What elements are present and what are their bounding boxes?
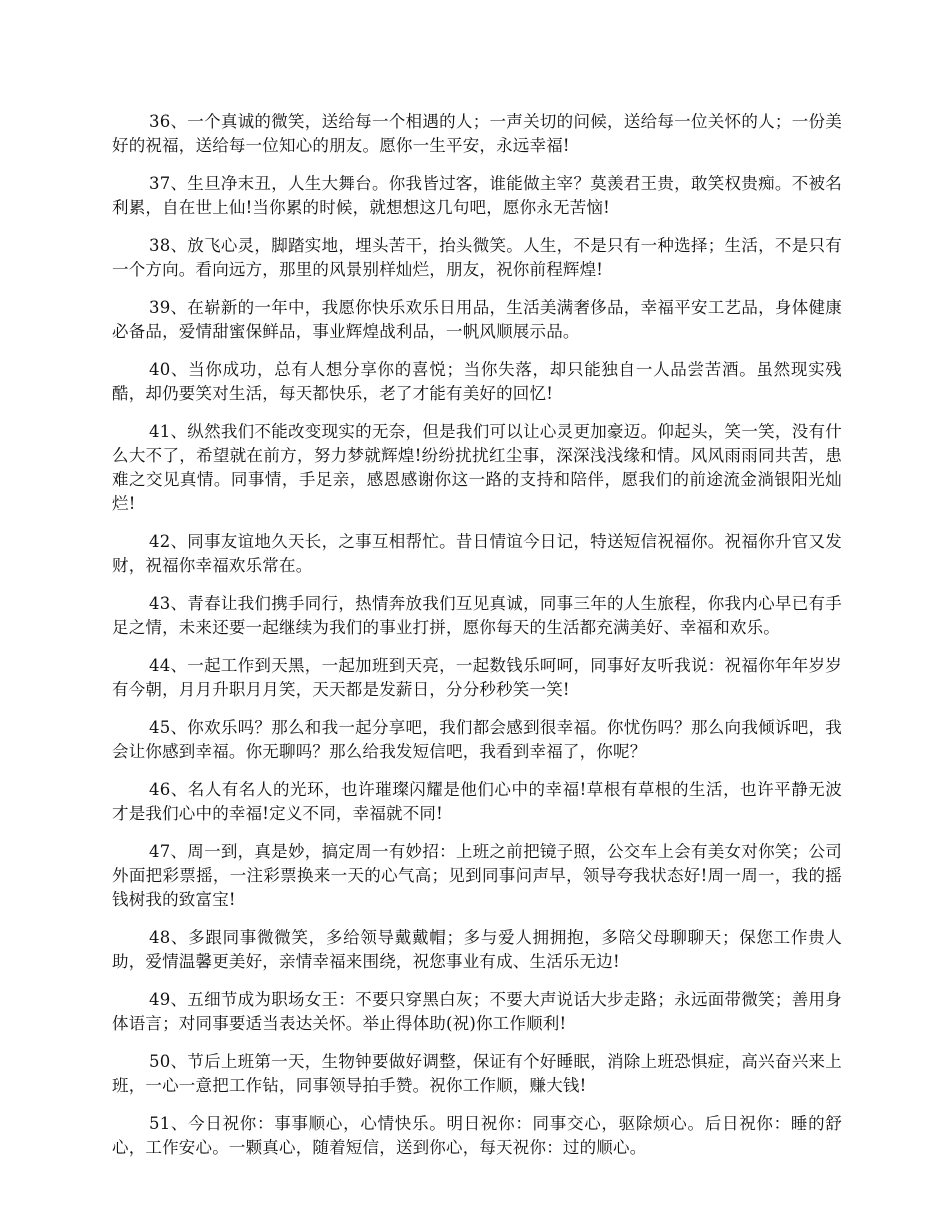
paragraph-39: 39、在崭新的一年中，我愿你快乐欢乐日用品，生活美满奢侈品，幸福平安工艺品，身体健康必备品，爱情甜蜜保鲜品，事业辉煌战利品，一帆风顺展示品。 xyxy=(112,298,842,341)
paragraph-50: 50、节后上班第一天，生物钟要做好调整，保证有个好睡眠，消除上班恐惧症，高兴奋兴来上班，一心一意把工作钻，同事领导拍手赞。祝你工作顺，赚大钱! xyxy=(112,1052,842,1095)
paragraph-46: 46、名人有名人的光环，也许璀璨闪耀是他们心中的幸福!草根有草根的生活，也许平静无波才是我们心中的幸福!定义不同，幸福就不同! xyxy=(112,780,842,823)
paragraph-47: 47、周一到，真是妙，搞定周一有妙招：上班之前把镜子照，公交车上会有美女对你笑；公司外面把彩票摇，一注彩票换来一天的心气高；见到同事问声早，领导夸我状态好!周一周一，我的摇钱树我的致富宝! xyxy=(112,842,842,909)
paragraph-45: 45、你欢乐吗？那么和我一起分享吧，我们都会感到很幸福。你忧伤吗？那么向我倾诉吧，我会让你感到幸福。你无聊吗？那么给我发短信吧，我看到幸福了，你呢？ xyxy=(112,718,842,761)
paragraph-51: 51、今日祝你：事事顺心，心情快乐。明日祝你：同事交心，驱除烦心。后日祝你：睡的舒心，工作安心。一颗真心，随着短信，送到你心，每天祝你：过的顺心。 xyxy=(112,1114,842,1157)
paragraph-36: 36、一个真诚的微笑，送给每一个相遇的人；一声关切的问候，送给每一位关怀的人；一份美好的祝福，送给每一位知心的朋友。愿你一生平安，永远幸福! xyxy=(112,112,842,155)
paragraph-38: 38、放飞心灵，脚踏实地，埋头苦干，抬头微笑。人生，不是只有一种选择；生活，不是只有一个方向。看向远方，那里的风景别样灿烂，朋友，祝你前程辉煌! xyxy=(112,236,842,279)
paragraph-49: 49、五细节成为职场女王：不要只穿黑白灰；不要大声说话大步走路；永远面带微笑；善用身体语言；对同事要适当表达关怀。举止得体助(祝)你工作顺利! xyxy=(112,990,842,1033)
paragraph-41: 41、纵然我们不能改变现实的无奈，但是我们可以让心灵更加豪迈。仰起头，笑一笑，没有什么大不了，希望就在前方，努力梦就辉煌!纷纷扰扰红尘事，深深浅浅缘和情。风风雨雨同共苦，患难之交见真情。同事情，手足亲，感恩感谢你这一路的支持和陪伴，愿我们的前途流金淌银阳光灿烂! xyxy=(112,422,842,513)
paragraph-43: 43、青春让我们携手同行，热情奔放我们互见真诚，同事三年的人生旅程，你我内心早已有手足之情，未来还要一起继续为我们的事业打拼，愿你每天的生活都充满美好、幸福和欢乐。 xyxy=(112,594,842,637)
paragraph-37: 37、生旦净末丑，人生大舞台。你我皆过客，谁能做主宰？莫羡君王贵，敢笑权贵痴。不被名利累，自在世上仙!当你累的时候，就想想这几句吧，愿你永无苦恼! xyxy=(112,174,842,217)
paragraph-40: 40、当你成功，总有人想分享你的喜悦；当你失落，却只能独自一人品尝苦酒。虽然现实残酷，却仍要笑对生活，每天都快乐，老了才能有美好的回忆! xyxy=(112,360,842,403)
paragraph-42: 42、同事友谊地久天长，之事互相帮忙。昔日情谊今日记，特送短信祝福你。祝福你升官又发财，祝福你幸福欢乐常在。 xyxy=(112,532,842,575)
paragraph-48: 48、多跟同事微微笑，多给领导戴戴帽；多与爱人拥拥抱，多陪父母聊聊天；保您工作贵人助，爱情温馨更美好，亲情幸福来围绕，祝您事业有成、生活乐无边! xyxy=(112,928,842,971)
paragraph-44: 44、一起工作到天黑，一起加班到天亮，一起数钱乐呵呵，同事好友听我说：祝福你年年岁岁有今朝，月月升职月月笑，天天都是发薪日，分分秒秒笑一笑! xyxy=(112,656,842,699)
document-body xyxy=(112,110,842,1174)
